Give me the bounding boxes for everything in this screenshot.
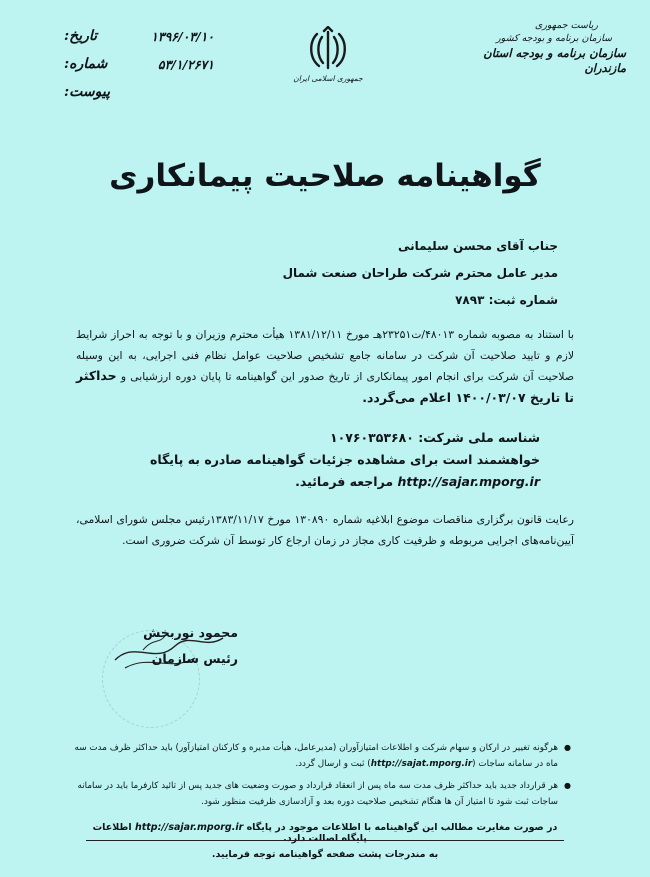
- note-item: [72, 778, 558, 810]
- view-details-line: خواهشمند است برای مشاهده جزئیات گواهینامه صادره به پایگاه: [149, 452, 540, 467]
- number-label: شماره:: [64, 56, 108, 72]
- validity-deadline: حداکثر تا تاریخ ۱۴۰۰/۰۳/۰۷ اعلام می‌گردد.: [76, 368, 574, 405]
- number-value: ۵۳/۱/۲۶۷۱: [157, 56, 214, 72]
- note-text-tail: ) ثبت و ارسال گردد.: [295, 759, 371, 769]
- sajar-link[interactable]: http://sajar.mporg.ir: [397, 474, 540, 489]
- site-line-suffix: مراجعه فرمائید.: [295, 474, 394, 489]
- issuer-line-provincial-org: سازمان برنامه و بودجه استان مازندران: [483, 45, 626, 76]
- notes-block: [72, 740, 572, 816]
- issuer-line-national-org: سازمان برنامه و بودجه کشور: [496, 32, 612, 44]
- date-row: [64, 22, 214, 50]
- emblem-block: [290, 26, 366, 83]
- authenticity-text-tail: اطلاعات پایگاه اصالت دارد.: [92, 822, 367, 844]
- signature-block: [143, 620, 238, 672]
- note-text: هر قرارداد جدید باید حداکثر ظرف مدت سه ماه پس از انعقاد قرارداد و صورت وضعیت های جدید پس از تائید کارفرما باید در سامانه ساجات ثبت شود تا امتیاز آن ها هنگام تشخیص صلاحیت دوره بعد و آزادسازی ظرفیت منظور شود.: [77, 781, 558, 807]
- emblem-caption: جمهوری اسلامی ایران: [293, 74, 363, 83]
- addressee-block: [283, 233, 558, 314]
- iran-emblem-icon: [305, 26, 351, 72]
- footer-divider: [86, 840, 564, 841]
- back-page-note: به مندرجات پشت صفحه گواهینامه توجه فرمایید.: [211, 849, 439, 860]
- addressee-position: مدیر عامل محترم شرکت طراحان صنعت شمال: [282, 266, 558, 280]
- registration-number: شماره ثبت: ۷۸۹۳: [455, 293, 558, 307]
- national-id-line: شناسه ملی شرکت: ۱۰۷۶۰۳۵۳۶۸۰: [329, 430, 540, 445]
- signatory-title: رئیس سازمان: [151, 651, 238, 666]
- approval-paragraph: [76, 325, 574, 409]
- footer-sajar-link[interactable]: http://sajar.mporg.ir: [134, 822, 244, 833]
- authenticity-text: در صورت مغایرت مطالب این گواهینامه با اطلاعات موجود در پایگاه: [246, 822, 558, 833]
- note-text: هرگونه تغییر در ارکان و سهام شرکت و اطلاعات امتیازآوران (مدیرعامل، هیأت مدیره و کارکنان امتیازآور) باید حداکثر ظرف مدت سه ماه در سامانه ساجات (: [74, 743, 558, 769]
- date-label: تاریخ:: [64, 28, 98, 44]
- signatory-name: محمود نوربخش: [143, 625, 238, 640]
- number-row: [64, 50, 214, 78]
- approval-text: با استناد به مصوبه شماره ۴۸۰۱۳/ت۲۳۲۵۱هـ مورخ ۱۳۸۱/۱۲/۱۱ هیأت محترم وزیران و با توجه به احراز شرایط لازم و تایید صلاحیت آن شرکت در سامانه جامع تشخیص صلاحیت عوامل نظام فنی اجرایی، به این وسیله صلاحیت آن شرکت برای انجام امور پیمانکاری از تاریخ صدور این گواهینامه تا پایان دوره ارزشیابی و: [76, 328, 575, 383]
- compliance-paragraph: رعایت قانون برگزاری مناقصات موضوع ابلاغیه شماره ۱۳۰۸۹۰ مورخ ۱۳۸۳/۱۱/۱۷رئیس مجلس شورای اسلامی، آیین‌نامه‌های اجرایی مربوطه و ظرفیت کاری مجاز در زمان ارجاع کار توسط آن شرکت ضروری است.: [76, 513, 574, 547]
- attachment-label: پیوست:: [64, 84, 110, 100]
- sajat-link[interactable]: http://sajat.mporg.ir: [370, 759, 473, 769]
- addressee-name: جناب آقای محسن سلیمانی: [397, 239, 558, 253]
- issuer-line-presidency: ریاست جمهوری: [534, 20, 598, 31]
- attachment-row: [64, 78, 214, 106]
- site-line: [120, 471, 540, 493]
- issuer-block: [446, 20, 626, 77]
- certificate-title: گواهینامه صلاحیت پیمانکاری: [109, 158, 541, 194]
- notes-list: [72, 740, 572, 810]
- company-info-block: [120, 427, 540, 493]
- reference-block: [64, 22, 214, 106]
- date-value: ۱۳۹۶/۰۳/۱۰: [151, 28, 214, 44]
- note-item: [72, 740, 558, 772]
